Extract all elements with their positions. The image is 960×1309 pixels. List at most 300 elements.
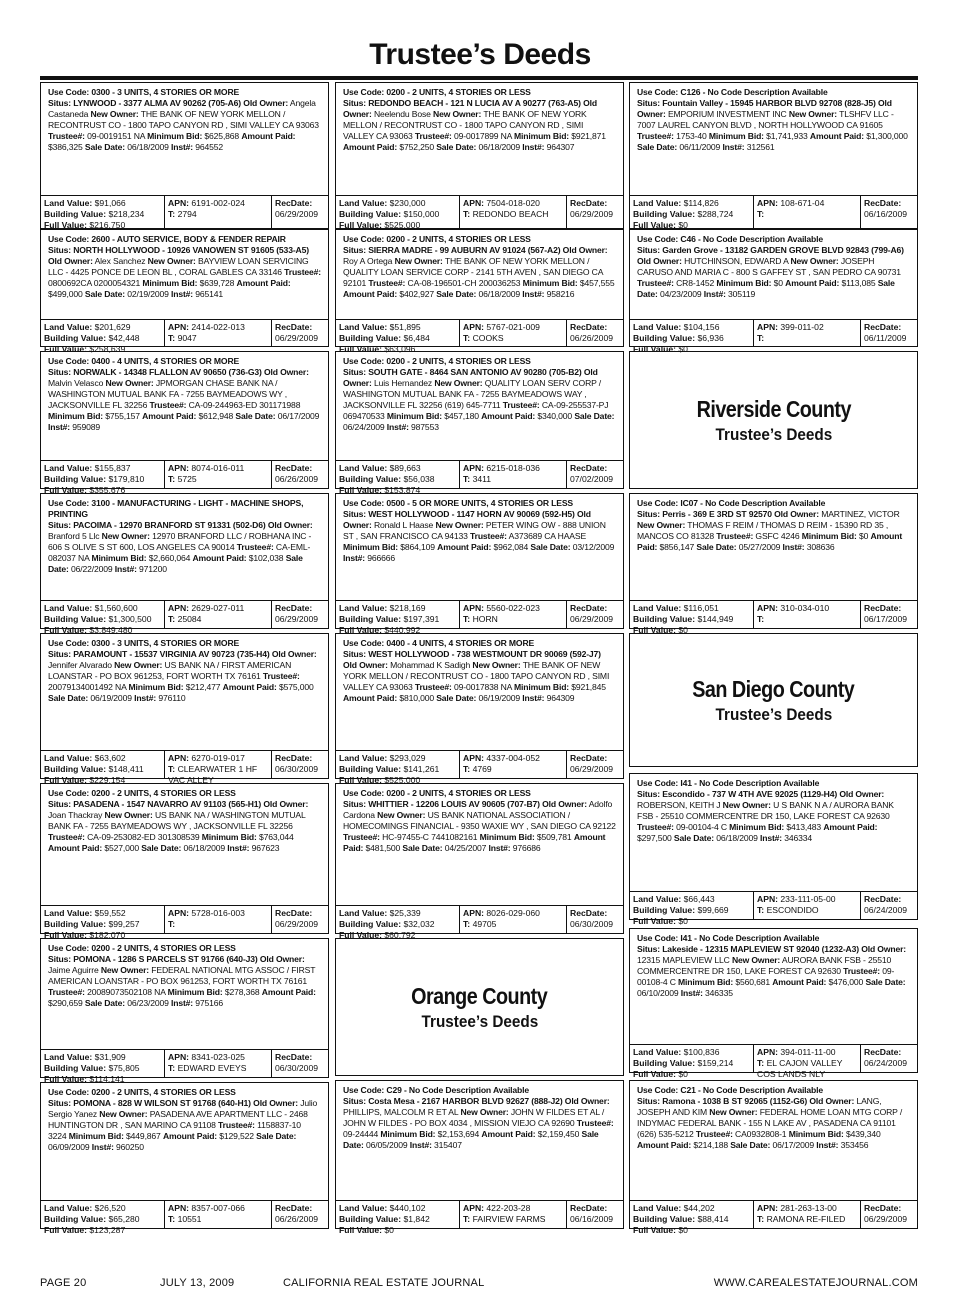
valuation-row <box>336 460 623 495</box>
sale-date-value: 05/27/2009 <box>738 542 781 552</box>
listing-details <box>630 83 917 195</box>
full-value-label: Full Value: <box>339 220 382 230</box>
valuation-row <box>41 460 328 495</box>
full-value: $0 <box>678 916 688 926</box>
land-value: $91,066 <box>94 198 126 208</box>
valuation-values <box>41 601 164 635</box>
sale-date-label: Sale Date: <box>235 411 276 421</box>
listing-details <box>336 83 623 195</box>
building-value: $148,411 <box>108 764 144 774</box>
new-owner-label: New Owner: <box>147 256 196 266</box>
listing-card <box>629 928 918 1079</box>
sale-date-value: 06/18/2009 <box>183 843 226 853</box>
building-value-label: Building Value: <box>44 333 107 343</box>
trustee-number-label: Trustee#: <box>470 531 507 541</box>
instrument-number-value: 965141 <box>195 289 224 299</box>
apn-value: 6191-002-024 <box>191 198 245 208</box>
record-date <box>566 196 623 228</box>
listing-card <box>40 82 329 229</box>
old-owner-label: Old Owner: <box>263 799 309 809</box>
sale-date-value: 06/23/2009 <box>127 998 169 1008</box>
tract-value: REDONDO BEACH <box>472 209 549 219</box>
listing-card <box>40 783 329 940</box>
trustee-number-value: CA-09-244963-ED 301171988 <box>188 400 301 410</box>
apn-label: APN: <box>463 322 485 332</box>
amount-paid-value: $113,085 <box>841 278 876 288</box>
county-header-orange <box>335 938 624 1076</box>
sale-date-label: Sale Date: <box>343 1129 599 1150</box>
minimum-bid-label: Minimum Bid: <box>386 411 442 421</box>
instrument-number-value: 966666 <box>367 553 396 563</box>
land-value-label: Land Value: <box>339 1203 388 1213</box>
amount-paid-value: $129,522 <box>219 1131 254 1141</box>
situs-address: Situs: POMONA - 828 W WILSON ST 91768 (640-H1) <box>48 1098 251 1108</box>
parcel-info <box>753 196 860 228</box>
recdate-label: RecDate: <box>570 463 608 473</box>
new-owner-value: JOSEPH CARUSO AND MARIA C - 800 S GAFFEY ST , SAN PEDRO CA 90731 <box>637 256 901 277</box>
listing-card <box>335 493 624 635</box>
new-owner-value: THOMAS F REIM / THOMAS D REIM - 15390 RD 35 , MANCOS CO 81328 <box>637 520 889 541</box>
full-value-label: Full Value: <box>633 625 676 635</box>
land-value: $1,560,600 <box>94 603 138 613</box>
full-value-label: Full Value: <box>633 344 676 354</box>
apn-value: 394-011-11-00 <box>780 1047 836 1057</box>
situs-address: Situs: PACOIMA - 12970 BRANFORD ST 91331 (502-D6) <box>48 520 266 530</box>
trustee-number-value: 0800692CA 0200054321 <box>48 278 141 288</box>
tract-value: 5725 <box>177 474 197 484</box>
building-value: $6,936 <box>697 333 724 343</box>
sale-date-label: Sale Date: <box>84 998 125 1008</box>
use-code: Use Code: C29 - No Code Description Available <box>343 1085 530 1095</box>
land-value-label: Land Value: <box>339 908 388 918</box>
recdate-value: 06/17/2009 <box>864 614 908 624</box>
instrument-number-label: Inst#: <box>703 289 726 299</box>
sale-date-label: Sale Date: <box>436 693 477 703</box>
full-value-label: Full Value: <box>339 344 382 354</box>
county-name: Riverside County <box>696 395 851 422</box>
old-owner-label: Old Owner: <box>839 789 885 799</box>
trustee-number-label: Trustee#: <box>414 131 452 141</box>
instrument-number-value: 964552 <box>195 142 224 152</box>
situs-address: Situs: PARAMOUNT - 15537 VIRGINIA AV 90723 (735-H4) <box>48 649 270 659</box>
trustee-number-label: Trustee#: <box>502 400 540 410</box>
use-code: Use Code: 0200 - 2 UNITS, 4 STORIES OR LESS <box>343 234 531 244</box>
situs-address: Situs: LYNWOOD - 3377 ALMA AV 90262 (705-A6) <box>48 98 242 108</box>
trustee-number-label: Trustee#: <box>368 278 406 288</box>
apn-value: 5728-016-003 <box>191 908 245 918</box>
full-value: $0 <box>678 344 688 354</box>
minimum-bid-label: Minimum Bid: <box>801 531 857 541</box>
situs-address: Situs: Ramona - 1038 B ST 92065 (1152-G6) <box>637 1096 808 1106</box>
building-value: $1,300,500 <box>108 614 152 624</box>
valuation-values <box>630 601 753 635</box>
recdate-label: RecDate: <box>275 1203 313 1213</box>
listing-details <box>336 352 623 460</box>
full-value: $123,287 <box>89 1225 126 1235</box>
apn-value: 8074-016-011 <box>191 463 245 473</box>
apn-label: APN: <box>757 603 779 613</box>
full-value-label: Full Value: <box>633 1069 676 1079</box>
building-value: $197,391 <box>403 614 440 624</box>
listing-details <box>336 494 623 600</box>
parcel-info <box>459 461 566 488</box>
parcel-info <box>459 196 566 228</box>
instrument-number-label: Inst#: <box>114 564 137 574</box>
amount-paid-label: Amount Paid: <box>785 278 840 288</box>
minimum-bid-value: $2,153,694 <box>437 1129 480 1139</box>
land-value: $230,000 <box>389 198 426 208</box>
trustee-number-label: Trustee#: <box>843 966 880 976</box>
valuation-row <box>41 1049 328 1084</box>
apn-value: 310-034-010 <box>780 603 830 613</box>
trustee-number-label: Trustee#: <box>576 1118 614 1128</box>
new-owner-label: New Owner: <box>731 955 781 965</box>
amount-paid-label: Amount Paid: <box>343 289 398 299</box>
trustee-number-value: 09-00108-4 C <box>637 966 895 987</box>
full-value: $0 <box>678 625 688 635</box>
instrument-number-label: Inst#: <box>488 843 511 853</box>
listing-details <box>41 352 328 460</box>
trustee-number-label: Trustee#: <box>262 671 300 681</box>
sale-date-label: Sale Date: <box>637 278 895 299</box>
building-value: $88,414 <box>697 1214 729 1224</box>
amount-paid-label: Amount Paid: <box>772 977 827 987</box>
listing-card <box>40 493 329 635</box>
valuation-row <box>630 195 917 228</box>
listing-card <box>629 229 918 354</box>
instrument-number-label: Inst#: <box>170 289 194 299</box>
trustee-number-label: Trustee#: <box>48 987 85 997</box>
apn-label: APN: <box>168 198 190 208</box>
parcel-info <box>164 906 271 933</box>
valuation-row <box>336 195 623 228</box>
situs-address: Situs: SOUTH GATE - 8464 SAN ANTONIO AV 90280 (705-B2) <box>343 367 582 377</box>
amount-paid-label: Amount Paid: <box>162 1131 218 1141</box>
sale-date-value: 06/19/2009 <box>478 693 521 703</box>
valuation-values <box>41 320 164 354</box>
building-value: $218,234 <box>108 209 145 219</box>
apn-label: APN: <box>463 603 485 613</box>
sale-date-label: Sale Date: <box>256 1131 297 1141</box>
valuation-row <box>336 600 623 635</box>
instrument-number-value: 976686 <box>512 843 541 853</box>
tract-label: T: <box>168 1214 176 1224</box>
new-owner-value: BAYVIEW LOAN SERVICING LLC - 4425 PONCE DE LEON BL , CORAL GABLES CA 33146 <box>48 256 309 277</box>
new-owner-value: QUALITY LOAN SERV CORP / WASHINGTON MUTUAL BANK FA - 7255 BAYMEADOWS WAY , JACKSONVILLE FL 32256 (619) 645-7711 <box>343 378 602 410</box>
sale-date-value: 06/11/2009 <box>679 142 721 152</box>
trustee-number-value: CA-09-253082-ED 301308539 <box>87 832 200 842</box>
listing-details <box>336 1081 623 1200</box>
minimum-bid-value: $921,871 <box>571 131 606 141</box>
situs-address: Situs: PASADENA - 1547 NAVARRO AV 91103 (565-H1) <box>48 799 262 809</box>
building-value-label: Building Value: <box>339 474 402 484</box>
full-value: $60,792 <box>384 930 416 940</box>
sale-date-label: Sale Date: <box>865 977 906 987</box>
situs-address: Situs: Costa Mesa - 2167 HARBOR BLVD 92627 (888-J2) <box>343 1096 563 1106</box>
listing-details <box>41 83 328 195</box>
amount-paid-value: $1,300,000 <box>866 131 908 141</box>
record-date <box>271 320 328 346</box>
new-owner-label: New Owner: <box>104 810 153 820</box>
old-owner-label: Old Owner: <box>861 944 907 954</box>
county-subtitle: Trustee’s Deeds <box>421 1011 538 1031</box>
land-value-label: Land Value: <box>339 753 388 763</box>
new-owner-label: New Owner: <box>100 965 150 975</box>
tract-value: 49705 <box>472 919 497 929</box>
new-owner-value: THE BANK OF NEW YORK MELLON / RECONTRUST CO - 1800 TAPO CANYON RD , SIMI VALLEY CA 93063 <box>343 660 610 692</box>
tract-label: T: <box>757 333 765 343</box>
record-date <box>566 601 623 628</box>
new-owner-value: PASADENA AVE APARTMENT LLC - 2468 HUNTINGTON DR , SAN MARINO CA 91108 <box>48 1109 308 1130</box>
new-owner-label: New Owner: <box>472 660 521 670</box>
parcel-info <box>164 1201 271 1228</box>
sale-date-value: 06/09/2009 <box>48 1142 90 1152</box>
recdate-label: RecDate: <box>864 894 902 904</box>
tract-value: 4769 <box>472 764 492 774</box>
instrument-number-value: 312561 <box>746 142 775 152</box>
old-owner-value: ROBERSON, KEITH J <box>637 800 721 810</box>
trustee-number-value: CA-09-255537-PJ 069470533 <box>343 400 609 421</box>
listing-details <box>630 494 917 600</box>
old-owner-value: MARTINEZ, VICTOR <box>821 509 900 519</box>
minimum-bid-label: Minimum Bid: <box>128 682 184 692</box>
old-owner-label: Old Owner: <box>343 367 598 388</box>
instrument-number-value: 964309 <box>546 693 575 703</box>
land-value-label: Land Value: <box>44 463 93 473</box>
listing-details <box>336 634 623 750</box>
minimum-bid-value: $2,660,064 <box>148 553 191 563</box>
minimum-bid-label: Minimum Bid: <box>167 987 223 997</box>
listing-card <box>40 1082 329 1235</box>
minimum-bid-label: Minimum Bid: <box>729 822 785 832</box>
record-date <box>566 906 623 933</box>
valuation-row <box>336 750 623 785</box>
valuation-row <box>41 750 328 785</box>
instrument-number-value: 987553 <box>411 422 439 432</box>
recdate-label: RecDate: <box>864 603 902 613</box>
record-date <box>860 1045 917 1072</box>
sale-date-value: 06/18/2009 <box>478 289 521 299</box>
valuation-row <box>41 319 328 354</box>
recdate-label: RecDate: <box>275 603 313 613</box>
building-value-label: Building Value: <box>44 614 107 624</box>
apn-label: APN: <box>463 198 485 208</box>
old-owner-label: Old Owner: <box>637 98 892 119</box>
full-value-label: Full Value: <box>44 220 87 230</box>
tract-value: HORN <box>472 614 498 624</box>
apn-label: APN: <box>757 1203 779 1213</box>
instrument-number-value: 346335 <box>705 988 733 998</box>
tract-label: T: <box>463 614 471 624</box>
tract-label: T: <box>463 333 471 343</box>
valuation-row <box>336 1200 623 1235</box>
sale-date-value: 06/17/2009 <box>277 411 320 421</box>
tract-label: T: <box>168 1063 176 1073</box>
record-date <box>860 892 917 919</box>
valuation-values <box>630 1201 753 1235</box>
land-value: $25,339 <box>389 908 421 918</box>
minimum-bid-value: $449,867 <box>126 1131 161 1141</box>
amount-paid-label: Amount Paid: <box>637 531 903 552</box>
instrument-number-label: Inst#: <box>680 988 703 998</box>
county-header-san-diego <box>629 633 918 767</box>
old-owner-label: Old Owner: <box>243 98 289 108</box>
recdate-value: 06/16/2009 <box>570 1214 614 1224</box>
minimum-bid-value: $755,157 <box>105 411 140 421</box>
footer-website: WWW.CAREALESTATEJOURNAL.COM <box>713 1277 918 1289</box>
instrument-number-label: Inst#: <box>409 1140 432 1150</box>
new-owner-label: New Owner: <box>114 660 163 670</box>
land-value: $44,202 <box>683 1203 715 1213</box>
valuation-row <box>41 905 328 940</box>
tract-value: COOKS <box>472 333 504 343</box>
new-owner-label: New Owner: <box>788 109 838 119</box>
recdate-label: RecDate: <box>570 322 608 332</box>
old-owner-label: Old Owner: <box>542 799 587 809</box>
instrument-number-label: Inst#: <box>91 1142 114 1152</box>
amount-paid-label: Amount Paid: <box>437 542 492 552</box>
full-value: $63,096 <box>384 344 416 354</box>
trustee-number-label: Trustee#: <box>695 1129 733 1139</box>
tract-value: FAIRVIEW FARMS <box>472 1214 546 1224</box>
old-owner-label: Old Owner: <box>343 98 597 119</box>
apn-label: APN: <box>168 322 190 332</box>
record-date <box>566 461 623 488</box>
land-value-label: Land Value: <box>44 603 93 613</box>
full-value-label: Full Value: <box>633 220 676 230</box>
trustee-number-value: 20079134001492 NA <box>48 682 127 692</box>
record-date <box>271 601 328 628</box>
full-value: $114,141 <box>89 1074 125 1084</box>
building-value: $1,842 <box>403 1214 430 1224</box>
recdate-value: 06/26/2009 <box>570 333 614 343</box>
apn-value: 5767-021-009 <box>486 322 540 332</box>
building-value: $6,484 <box>403 333 430 343</box>
amount-paid-value: $102,038 <box>248 553 284 563</box>
sale-date-value: 02/19/2009 <box>127 289 169 299</box>
listing-details <box>41 939 328 1049</box>
trustee-number-label: Trustee#: <box>149 400 187 410</box>
amount-paid-value: $752,250 <box>399 142 434 152</box>
land-value: $89,663 <box>389 463 421 473</box>
listing-card <box>629 493 918 635</box>
building-value: $179,810 <box>108 474 145 484</box>
new-owner-value: US BANK NA / FIRST AMERICAN LOANSTAR - PO BOX 961253, FORT WORTH TX 76161 <box>48 660 292 681</box>
instrument-number-label: Inst#: <box>522 142 545 152</box>
sale-date-value: 06/05/2009 <box>366 1140 408 1150</box>
new-owner-value: 12970 BRANFORD LLC / ROBHANA INC - 606 S OLIVE S ST 600, LOS ANGELES CA 90014 <box>48 531 312 552</box>
recdate-value: 06/30/2009 <box>275 764 319 774</box>
valuation-values <box>336 196 459 228</box>
use-code: Use Code: C21 - No Code Description Available <box>637 1085 824 1095</box>
new-owner-label: New Owner: <box>105 378 154 388</box>
new-owner-label: New Owner: <box>394 256 443 266</box>
old-owner-value: LANG, JOSEPH AND KIM <box>637 1096 882 1117</box>
building-value: $99,257 <box>108 919 140 929</box>
land-value: $100,836 <box>683 1047 720 1057</box>
apn-value: 233-111-05-00 <box>780 894 836 904</box>
new-owner-value: AURORA BANK FSB - 25510 COMMERCENTRE DR 150, LAKE FOREST CA 92630 <box>637 955 892 976</box>
record-date <box>271 196 328 228</box>
apn-label: APN: <box>463 908 485 918</box>
amount-paid-value: $476,000 <box>828 977 864 987</box>
old-owner-value: EMPORIUM INVESTMENT INC <box>667 109 787 119</box>
valuation-values <box>41 751 164 785</box>
recdate-label: RecDate: <box>570 753 608 763</box>
use-code: Use Code: C126 - No Code Description Available <box>637 87 828 97</box>
land-value-label: Land Value: <box>633 603 682 613</box>
amount-paid-label: Amount Paid: <box>236 278 291 288</box>
land-value: $218,169 <box>389 603 426 613</box>
trustee-number-label: Trustee#: <box>637 131 674 141</box>
county-name: San Diego County <box>692 675 855 702</box>
recdate-label: RecDate: <box>570 198 608 208</box>
building-value-label: Building Value: <box>633 905 696 915</box>
recdate-label: RecDate: <box>570 908 608 918</box>
building-value: $65,280 <box>108 1214 140 1224</box>
building-value-label: Building Value: <box>44 209 107 219</box>
valuation-row <box>630 319 917 354</box>
full-value: $258,639 <box>89 344 126 354</box>
amount-paid-value: $386,325 <box>48 142 83 152</box>
tract-label: T: <box>757 1058 765 1068</box>
full-value-label: Full Value: <box>44 344 87 354</box>
valuation-values <box>630 892 753 926</box>
recdate-label: RecDate: <box>275 322 313 332</box>
recdate-value: 06/30/2009 <box>275 1063 319 1073</box>
tract-label: T: <box>168 209 176 219</box>
trustee-number-label: Trustee#: <box>48 131 85 141</box>
minimum-bid-value: $413,483 <box>786 822 822 832</box>
new-owner-value: THE BANK OF NEW YORK MELLON / RECONTRUST CO - 1800 TAPO CANYON RD , SIMI VALLEY CA 93063 <box>343 109 587 141</box>
apn-label: APN: <box>168 753 190 763</box>
parcel-info <box>164 601 271 628</box>
apn-value: 6270-019-017 <box>191 753 245 763</box>
recdate-value: 06/29/2009 <box>275 919 319 929</box>
minimum-bid-label: Minimum Bid: <box>514 682 570 692</box>
apn-value: 108-671-04 <box>780 198 825 208</box>
land-value: $31,909 <box>94 1052 126 1062</box>
use-code: Use Code: 0400 - 4 UNITS, 4 STORIES OR MORE <box>48 356 240 366</box>
use-code: Use Code: 3100 - MANUFACTURING - LIGHT - MACHINE SHOPS, PRINTING <box>48 498 304 519</box>
apn-label: APN: <box>168 908 190 918</box>
listing-details <box>41 784 328 905</box>
valuation-values <box>630 1045 753 1079</box>
building-value: $144,949 <box>697 614 734 624</box>
new-owner-value: THE BANK OF NEW YORK MELLON / QUALITY LOAN SERVICE CORP - 2141 5TH AVEN , SAN DIEGO CA 92101 <box>343 256 603 288</box>
tract-value: 25084 <box>177 614 202 624</box>
new-owner-label: New Owner: <box>99 1109 148 1119</box>
sale-date-label: Sale Date: <box>637 142 678 152</box>
record-date <box>271 461 328 488</box>
recdate-label: RecDate: <box>570 1203 608 1213</box>
valuation-values <box>336 1201 459 1235</box>
new-owner-label: New Owner: <box>435 520 484 530</box>
trustee-number-label: Trustee#: <box>637 278 674 288</box>
listing-card <box>629 1080 918 1235</box>
listing-details <box>630 774 917 891</box>
sale-date-value: 06/18/2009 <box>478 142 521 152</box>
instrument-number-label: Inst#: <box>759 833 783 843</box>
sale-date-label: Sale Date: <box>436 289 477 299</box>
parcel-info <box>164 1050 271 1077</box>
parcel-info <box>459 906 566 933</box>
tract-label: T: <box>463 474 471 484</box>
recdate-value: 06/29/2009 <box>570 209 614 219</box>
record-date <box>860 1201 917 1228</box>
instrument-number-label: Inst#: <box>522 289 545 299</box>
apn-label: APN: <box>757 894 779 904</box>
